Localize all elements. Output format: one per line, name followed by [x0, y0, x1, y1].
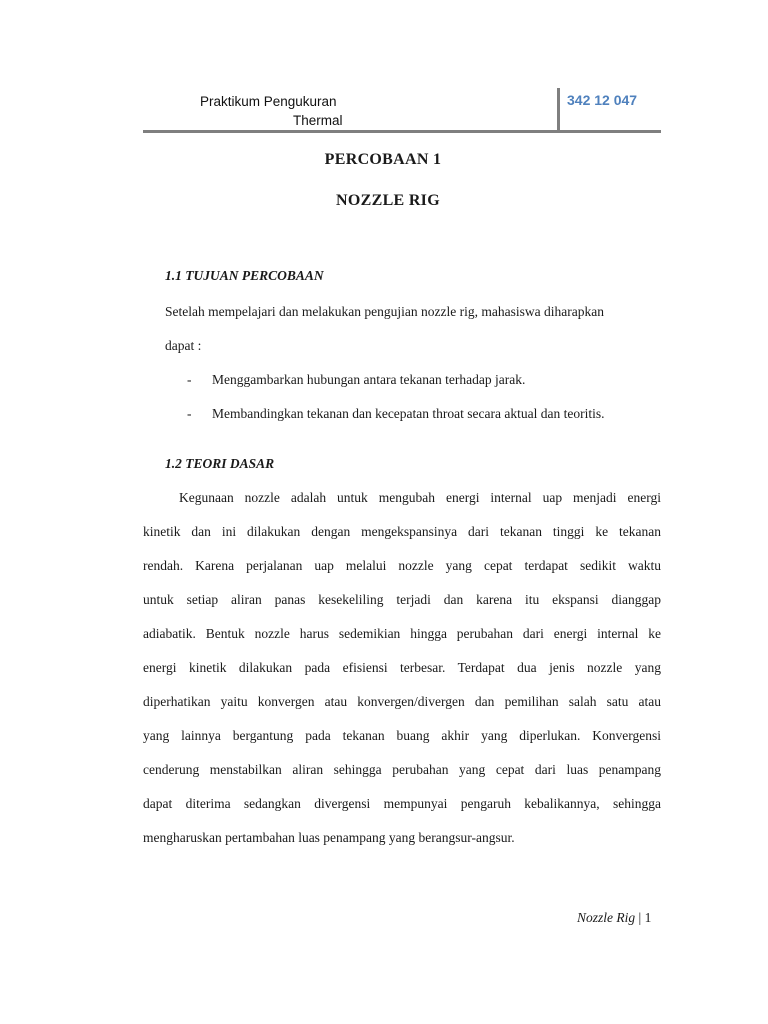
student-id: 342 12 047: [567, 92, 638, 108]
paragraph-line: mengharuskan pertambahan luas penampang yang berangsur-angsur.: [143, 830, 515, 845]
paragraph-line: adiabatik. Bentuk nozzle harus sedemikian hingga perubahan dari energi internal ke: [143, 626, 661, 641]
section-heading-teori-dasar: 1.2 TEORI DASAR: [165, 456, 275, 471]
experiment-title: PERCOBAAN 1: [324, 151, 442, 168]
page-footer: [577, 910, 651, 926]
bullet-dash: -: [187, 372, 192, 387]
paragraph-line: untuk setiap aliran panas kesekeliling terjadi dan karena itu ekspansi dianggap: [143, 592, 661, 607]
paragraph-line: Kegunaan nozzle adalah untuk mengubah energi internal uap menjadi energi: [179, 490, 661, 505]
course-title-line-2: Thermal: [293, 113, 343, 128]
subject-title: NOZZLE RIG: [336, 192, 440, 209]
intro-paragraph-line-2: dapat :: [165, 338, 202, 353]
course-title-line-1: Praktikum Pengukuran: [200, 94, 337, 109]
paragraph-line: yang lainnya bergantung pada tekanan buang akhir yang diperlukan. Konvergensi: [143, 728, 661, 743]
header-horizontal-divider: [143, 130, 661, 133]
bullet-dash: -: [187, 406, 192, 421]
running-header-course: [160, 92, 390, 130]
intro-paragraph-line-1: Setelah mempelajari dan melakukan pengujian nozzle rig, mahasiswa diharapkan: [165, 304, 604, 319]
footer-separator: |: [635, 910, 645, 925]
paragraph-line: rendah. Karena perjalanan uap melalui nozzle yang cepat terdapat sedikit waktu: [143, 558, 661, 573]
paragraph-line: kinetik dan ini dilakukan dengan mengekspansinya dari tekanan tinggi ke tekanan: [143, 524, 661, 539]
bullet-item-2: Membandingkan tekanan dan kecepatan throat secara aktual dan teoritis.: [212, 406, 605, 421]
section-heading-tujuan: 1.1 TUJUAN PERCOBAAN: [165, 268, 324, 283]
page-number: 1: [644, 910, 652, 925]
paragraph-line: energi kinetik dilakukan pada efisiensi terbesar. Terdapat dua jenis nozzle yang: [143, 660, 661, 675]
paragraph-line: dapat diterima sedangkan divergensi mempunyai pengaruh kebalikannya, sehingga: [143, 796, 661, 811]
bullet-item-1: Menggambarkan hubungan antara tekanan terhadap jarak.: [212, 372, 526, 387]
paragraph-line: diperhatikan yaitu konvergen atau konvergen/divergen dan pemilihan salah satu atau: [143, 694, 661, 709]
paragraph-line: cenderung menstabilkan aliran sehingga perubahan yang cepat dari luas penampang: [143, 762, 661, 777]
footer-title: Nozzle Rig: [577, 910, 636, 925]
header-vertical-divider: [557, 88, 560, 132]
